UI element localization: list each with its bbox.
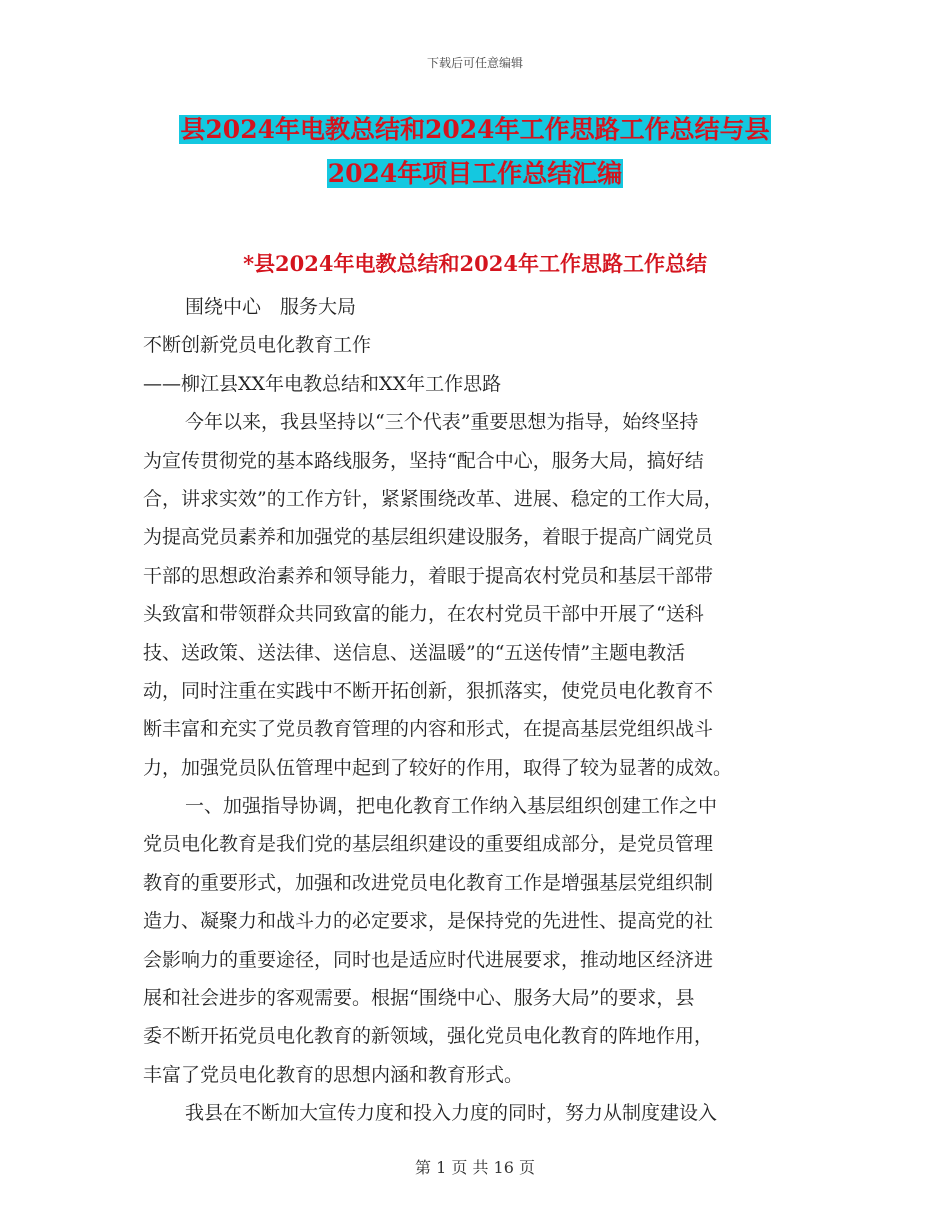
- text-line: 为提高党员素养和加强党的基层组织建设服务，着眼于提高广阔党员: [143, 526, 714, 549]
- document-title-line-2: 2024年项目工作总结汇编: [327, 159, 623, 188]
- text-line: 力，加强党员队伍管理中起到了较好的作用，取得了较为显著的成效。: [143, 756, 733, 779]
- text-line: 不断创新党员电化教育工作: [143, 334, 372, 357]
- page-footer: 第 1 页 共 16 页: [415, 1158, 535, 1177]
- text-line: 围绕中心 服务大局: [185, 296, 357, 318]
- text-line: 委不断开拓党员电化教育的新领域，强化党员电化教育的阵地作用，: [143, 1025, 714, 1048]
- text-line: 干部的思想政治素养和领导能力，着眼于提高农村党员和基层干部带: [143, 564, 714, 587]
- text-line: 头致富和带领群众共同致富的能力，在农村党员干部中开展了“送科: [143, 603, 704, 626]
- text-line: 党员电化教育是我们党的基层组织建设的重要组成部分，是党员管理: [143, 833, 714, 856]
- text-line: 为宣传贯彻党的基本路线服务，坚持“配合中心，服务大局，搞好结: [143, 449, 704, 472]
- section-subtitle: *县2024年电教总结和2024年工作思路工作总结: [243, 251, 707, 276]
- text-line: 会影响力的重要途径，同时也是适应时代进展要求，推动地区经济进: [143, 948, 714, 971]
- text-line: 断丰富和充实了党员教育管理的内容和形式，在提高基层党组织战斗: [143, 718, 714, 741]
- page-header: 下载后可任意编辑: [426, 56, 523, 70]
- document-title-line-1: 县2024年电教总结和2024年工作思路工作总结与县: [180, 115, 770, 144]
- text-line: 展和社会进步的客观需要。根据“围绕中心、服务大局”的要求，县: [143, 987, 695, 1010]
- document-body: [143, 288, 811, 1133]
- text-line: 教育的重要形式，加强和改进党员电化教育工作是增强基层党组织制: [143, 871, 714, 894]
- text-line: 今年以来，我县坚持以“三个代表”重要思想为指导，始终坚持: [185, 411, 699, 434]
- text-line: 造力、凝聚力和战斗力的必定要求，是保持党的先进性、提高党的社: [143, 910, 714, 933]
- text-line: 合，讲求实效”的工作方针，紧紧围绕改革、进展、稳定的工作大局，: [143, 487, 723, 510]
- text-line: 丰富了党员电化教育的思想内涵和教育形式。: [143, 1063, 524, 1086]
- text-line: 动，同时注重在实践中不断开拓创新，狠抓落实，使党员电化教育不: [143, 679, 714, 702]
- text-line: 技、送政策、送法律、送信息、送温暖”的“五送传情”主题电教活: [143, 641, 686, 664]
- text-line: 一、加强指导协调，把电化教育工作纳入基层组织创建工作之中: [185, 795, 718, 818]
- text-line: ——柳江县XX年电教总结和XX年工作思路: [143, 372, 502, 395]
- text-line: 我县在不断加大宣传力度和投入力度的同时，努力从制度建设入: [185, 1102, 718, 1125]
